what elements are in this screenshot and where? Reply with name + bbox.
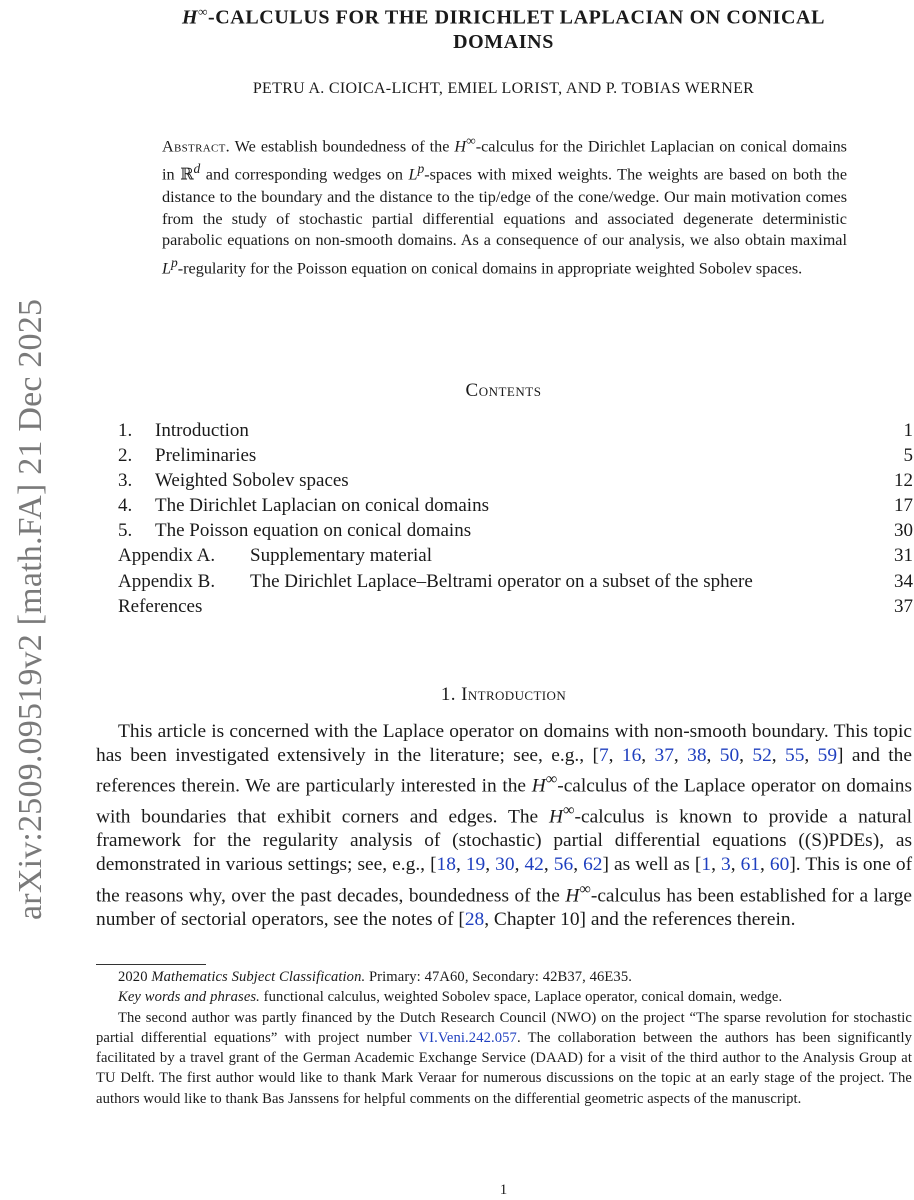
- abstract-text-4: -spaces with mixed weights. The weights are based on both the distance to the boundary and the distance to the tip/edge of the cone/wedge. Our main motivation comes from the study of stochastic partial differential equations and associated degenerate deterministic parabolic equations on non-smooth domains. As a consequence of our analysis, we also obtain maximal: [162, 165, 848, 250]
- intro-symbol-h: H: [531, 775, 546, 797]
- toc-title: Weighted Sobolev spaces: [155, 470, 349, 492]
- toc-title: Preliminaries: [155, 445, 257, 467]
- toc-page: 30: [894, 520, 913, 542]
- abstract-symbol-p2: p: [171, 255, 178, 271]
- abstract-symbol-inf: ∞: [466, 133, 476, 148]
- citation-link[interactable]: 55: [785, 745, 805, 767]
- abstract-symbol-l: L: [408, 165, 418, 184]
- title-symbol-h: H: [181, 6, 199, 29]
- citation-link[interactable]: 61: [740, 854, 760, 876]
- citation-link[interactable]: 50: [719, 745, 740, 767]
- project-number-link[interactable]: VI.Veni.242.057: [418, 1029, 517, 1046]
- citation-link[interactable]: 30: [495, 854, 515, 876]
- msc-value: Primary: 47A60, Secondary: 42B37, 46E35.: [365, 969, 632, 985]
- intro-text-2: ] and the references therein. We are particularly interested in the: [96, 745, 912, 797]
- abstract-symbol-h: H: [454, 137, 467, 156]
- section-title: Introduction: [461, 684, 567, 705]
- toc-entry-introduction[interactable]: [118, 418, 913, 443]
- intro-text-4: -calculus is known to provide a natural framework for the regularity analysis of (stochastic) partial differential equations ((S)PDEs), as demonstrated in various settings; see, e.g., [: [96, 806, 912, 876]
- toc-entry-poisson-equation[interactable]: [118, 518, 913, 543]
- table-of-contents: [118, 418, 913, 619]
- footnote-keywords: [96, 987, 912, 1007]
- msc-year: 2020: [118, 969, 148, 985]
- ack-text-1: The second author was partly financed by the Dutch Research Council (NWO) on the project “The sparse revolution for stochastic partial differential equations” with project number: [96, 1009, 912, 1046]
- abstract-text-5: -regularity for the Poisson equation on conical domains in appropriate weighted Sobolev spaces.: [177, 259, 803, 278]
- citation-link[interactable]: 3: [720, 854, 731, 876]
- toc-title: Supplementary material: [250, 545, 433, 567]
- citation-link[interactable]: 38: [687, 745, 707, 767]
- citation-link[interactable]: 19: [465, 854, 486, 876]
- paper-title: [96, 0, 911, 54]
- citation-link[interactable]: 60: [769, 854, 790, 876]
- toc-title: The Dirichlet Laplacian on conical domains: [155, 495, 489, 517]
- ack-text-2: . The collaboration between the authors has been significantly facilitated by a travel grant of the German Academic Exchange Service (DAAD) for a visit of the third author to the Analysis Group at TU Delft. The first author would like to thank Mark Veraar for numerous discussions on the topic at an early stage of the project. The authors would like to thank Bas Janssens for helpful comments on the differential geometric aspects of the manuscript.: [96, 1029, 912, 1107]
- intro-symbol-h: H: [565, 884, 580, 906]
- toc-entry-references[interactable]: [118, 594, 913, 619]
- abstract-text-1: We establish boundedness of the: [229, 137, 455, 156]
- abstract-symbol-r: ℝ: [180, 165, 194, 184]
- toc-page: 31: [894, 545, 913, 567]
- toc-number: 2.: [118, 445, 133, 467]
- toc-page: 1: [903, 420, 913, 441]
- toc-number: 3.: [118, 470, 133, 492]
- abstract-symbol-p: p: [417, 161, 425, 177]
- citation-link[interactable]: 52: [752, 745, 772, 767]
- intro-symbol-inf: ∞: [545, 771, 558, 789]
- intro-text-3: -calculus of the Laplace operator on domains with boundaries that exhibit corners and edges. The: [96, 775, 912, 828]
- intro-text-8: , Chapter 10] and the references therein.: [484, 909, 796, 931]
- toc-title: Introduction: [155, 420, 249, 441]
- toc-number: 1.: [118, 420, 133, 441]
- abstract-symbol-l2: L: [162, 259, 172, 278]
- toc-title: The Dirichlet Laplace–Beltrami operator on a subset of the sphere: [250, 570, 753, 592]
- title-superscript: ∞: [198, 4, 208, 19]
- abstract-symbol-d: d: [193, 161, 201, 177]
- toc-number: Appendix B.: [118, 570, 216, 592]
- intro-symbol-inf: ∞: [579, 880, 591, 898]
- toc-entry-appendix-b[interactable]: [118, 569, 913, 594]
- toc-entry-preliminaries[interactable]: [118, 443, 913, 468]
- footnote-msc: [96, 967, 912, 987]
- abstract: [162, 130, 847, 281]
- contents-heading: Contents: [465, 380, 542, 401]
- footnotes: [96, 967, 912, 1109]
- citation-link[interactable]: 16: [621, 745, 642, 767]
- intro-text-7: -calculus has been established for a large number of sectorial operators, see the notes of [: [96, 884, 913, 931]
- citation-link[interactable]: 37: [654, 745, 674, 767]
- intro-symbol-inf: ∞: [563, 801, 575, 819]
- toc-number: 5.: [118, 520, 133, 542]
- toc-page: 34: [894, 570, 913, 592]
- author-list: PETRU A. CIOICA-LICHT, EMIEL LORIST, AND P. TOBIAS WERNER: [252, 80, 755, 97]
- section-heading-introduction: [96, 684, 911, 706]
- introduction-paragraph: This article is concerned with the Laplace operator on domains with non-smooth boundary. This topic has been investigated extensively in the literature; see, e.g., [7, 16, 37, 38, 50, 52, 55, 59] and the references therein. We are particularly interested in the H∞-calculus of the Laplace operator on domains with boundaries that exhibit corners and edges. The H∞-calculus is known to provide a natural framework for the regularity analysis of (stochastic) partial differential equations ((S)PDEs), as demonstrated in various settings; see, e.g., [18, 19, 30, 42, 56, 62] as well as [1, 3, 61, 60]. This is one of the reasons why, over the past decades, boundedness of the H∞-calculus has been established for a large number of sectorial operators, see the notes of [28, Chapter 10] and the references therein.: [96, 721, 913, 931]
- toc-page: 17: [894, 495, 913, 517]
- title-line2: DOMAINS: [453, 30, 554, 53]
- toc-number: 4.: [118, 495, 133, 517]
- toc-title: References: [118, 595, 203, 617]
- paper-page: arXiv:2509.09519v2 [math.FA] 21 Dec 2025 H∞-CALCULUS FOR THE DIRICHLET LAPLACIAN ON CONICAL DOMAINS PETRU A. CIOICA-LICHT, EMIEL LORIST, AND P. TOBIAS WERNER Abstract. We establish boundedness of the H∞-calculus for the Dirichlet Laplacian on conical domains in ℝ$^d$ and corresponding wedges on $L^p$-spaces with mixed weights. The weights are based on both the distance to the boundary and the distance to the tip/edge of the cone/wedge. Our main motivation comes from the study of stochastic partial differential equations and associated degenerate deterministic parabolic equations on non-smooth domains. As a consequence of our analysis, we also obtain maximal $L^p$-regularity for the Poisson equation on conical domains in appropriate weighted Sobolev spaces. Contents 1. Introduction 1 2. Preliminaries 5 3. Weighted Sobolev spaces 12 4. The Dirichlet Laplacian on conical domains 17 5. The Poisson equation on conical domains 30 Appendix A. Supplementary material 31 Appendix B. The Dirichlet Laplace–Beltrami operator on a subset of the sphere 34 References 37 1. Introduction This article is concerned with the Laplace operator on domains with non-smooth boundary. This topic has been investigated extensively in the literature; see, e.g., [7, 16, 37, 38, 50, 52, 55, 59] and the references therein. We are particularly interested in the H∞-calculus of the Laplace operator on domains with boundaries that exhibit corners and edges. The H∞-calculus is known to provide a natural framework for the regularity analysis of (stochastic) partial differential equations ((S)PDEs), as demonstrated in various settings; see, e.g., [18, 19, 30, 42, 56, 62] as well as [1, 3, 61, 60]. This is one of the reasons why, over the past decades, boundedness of the H∞-calculus has been established for a large number of sectorial operators, see the notes of [28, Chapter 10] and the references therein. 2020 Mathematics Subject Classification. Primary: 47A60, Secondary: 42B37, 46E35. Key words and phrases. functional calculus, weighted Sobolev space, Laplace operator, conical domain, wedge. The second author was partly financed by the Dutch Research Council (NWO) on the project “The sparse revolution for stochastic partial differential equations” with project number VI.Veni.242.057. The collaboration between the authors has been significantly facilitated by a travel grant of the German Academic Exchange Service (DAAD) for a visit of the third author to the Analysis Group at TU Delft. The first author would like to thank Mark Veraar for numerous discussions on the topic at an early stage of the project. The authors would like to thank Bas Janssens for helpful comments on the differential geometric aspects of the manuscript. 1: [0, 0, 914, 1200]
- toc-number: Appendix A.: [118, 545, 216, 567]
- citation-link[interactable]: 62: [583, 854, 603, 876]
- keywords-label: Key words and phrases.: [118, 989, 260, 1006]
- msc-label: Mathematics Subject Classification.: [151, 969, 366, 985]
- section-number: 1.: [440, 684, 456, 705]
- abstract-text-3: and corresponding wedges on: [200, 165, 409, 184]
- abstract-label: Abstract.: [162, 137, 230, 156]
- intro-symbol-h: H: [549, 806, 564, 828]
- intro-text-1: This article is concerned with the Laplace operator on domains with non-smooth boundary. This topic has been investigated extensively in the literature; see, e.g., [: [96, 721, 912, 767]
- keywords-value: functional calculus, weighted Sobolev space, Laplace operator, conical domain, wedge.: [259, 989, 783, 1006]
- citation-link[interactable]: 56: [553, 854, 574, 876]
- intro-text-6: ]. This is one of the reasons why, over the past decades, boundedness of the: [96, 854, 913, 906]
- citation-link[interactable]: 1: [701, 854, 712, 876]
- toc-entry-appendix-a[interactable]: [118, 543, 913, 568]
- footnote-divider: [96, 964, 206, 965]
- abstract-text-2: -calculus for the Dirichlet Laplacian on conical domains in: [162, 137, 847, 184]
- citation-link[interactable]: 18: [436, 854, 456, 876]
- citation-link[interactable]: 42: [524, 854, 544, 876]
- title-line1: -CALCULUS FOR THE DIRICHLET LAPLACIAN ON CONICAL: [208, 6, 826, 29]
- toc-page: 37: [894, 595, 913, 617]
- toc-page: 5: [903, 445, 913, 467]
- intro-text-5: ] as well as [: [602, 854, 702, 876]
- footnote-acknowledgements: [96, 1008, 912, 1109]
- toc-title: The Poisson equation on conical domains: [155, 520, 472, 542]
- citation-link[interactable]: 7: [598, 745, 609, 767]
- toc-page: 12: [894, 470, 913, 492]
- toc-entry-dirichlet-laplacian[interactable]: [118, 493, 913, 518]
- citation-link[interactable]: 28: [464, 909, 485, 931]
- toc-entry-weighted-sobolev[interactable]: [118, 468, 913, 493]
- citation-link[interactable]: 59: [817, 745, 838, 767]
- page-number: 1: [499, 1182, 508, 1198]
